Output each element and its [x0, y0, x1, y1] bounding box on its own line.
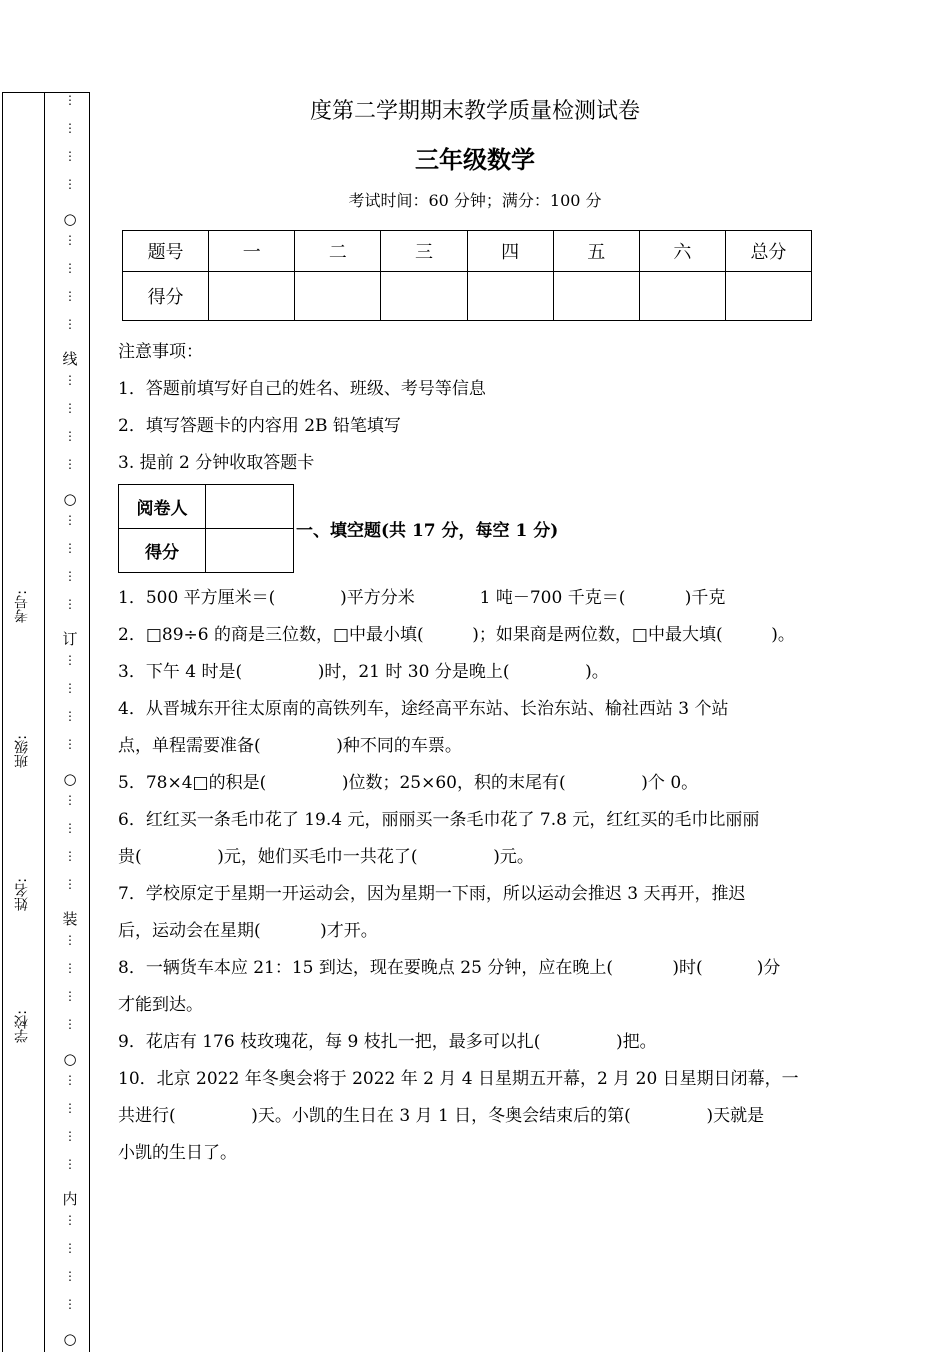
notes-section — [118, 334, 486, 482]
question-line: 后，运动会在星期( )才开。 — [118, 921, 378, 941]
score-cell — [209, 272, 295, 321]
binding-dots-icon: ⋮ — [64, 1129, 76, 1143]
score-header-cell: 二 — [295, 231, 381, 272]
score-cell — [639, 272, 725, 321]
binding-dots-icon: ⋮ — [64, 849, 76, 863]
binding-dots-icon: ⋮ — [64, 233, 76, 247]
score-cell — [553, 272, 639, 321]
binding-dots-icon: ⋮ — [64, 1297, 76, 1311]
score-header-cell: 三 — [381, 231, 467, 272]
binding-mark: 内 — [62, 1190, 78, 1208]
binding-dots-icon: ⋮ — [64, 149, 76, 163]
score-table — [122, 230, 812, 321]
binding-dots-icon: ⋮ — [64, 1213, 76, 1227]
question-line: 3．下午 4 时是( )时，21 时 30 分是晚上( )。 — [118, 662, 609, 682]
score-cell — [467, 272, 553, 321]
binding-label-school: 学校: — [14, 1010, 30, 1043]
binding-dots-icon: ⋮ — [64, 597, 76, 611]
binding-dots-icon: ⋮ — [64, 177, 76, 191]
binding-dots-icon: ⋮ — [64, 1017, 76, 1031]
binding-dots-icon: ⋮ — [64, 793, 76, 807]
binding-dots-icon: ⋮ — [64, 933, 76, 947]
score-header-cell: 题号 — [123, 231, 209, 272]
binding-dots-icon: ⋮ — [64, 317, 76, 331]
reviewer-score-label: 得分 — [119, 529, 206, 573]
question-line: 10．北京 2022 年冬奥会将于 2022 年 2 月 4 日星期五开幕，2 月 20 日星期日闭幕，一 — [118, 1069, 799, 1089]
binding-dots-icon: ⋮ — [64, 821, 76, 835]
reviewer-box — [118, 484, 294, 573]
binding-dots-icon: ⋮ — [64, 1241, 76, 1255]
binding-dots-icon: ⋮ — [64, 961, 76, 975]
binding-dots-icon: ⋮ — [64, 121, 76, 135]
binding-dots-icon: ⋮ — [64, 289, 76, 303]
score-cell — [725, 272, 811, 321]
binding-dots-icon: ⋮ — [64, 877, 76, 891]
score-header-cell: 四 — [467, 231, 553, 272]
question-line: 9．花店有 176 枝玫瑰花，每 9 枝扎一把，最多可以扎( )把。 — [118, 1032, 657, 1052]
reviewer-score-cell — [206, 529, 294, 573]
notes-item: 2．填写答题卡的内容用 2B 铅笔填写 — [118, 416, 401, 436]
reviewer-cell — [206, 485, 294, 529]
question-line: 8．一辆货车本应 21：15 到达，现在要晚点 25 分钟，应在晚上( )时( )分 — [118, 958, 781, 978]
score-cell — [295, 272, 381, 321]
binding-mark: 装 — [62, 910, 78, 928]
score-header-cell: 六 — [639, 231, 725, 272]
notes-item: 3. 提前 2 分钟收取答题卡 — [118, 453, 315, 473]
binding-label-class: 班级: — [14, 735, 30, 768]
binding-dots-icon: ⋮ — [64, 709, 76, 723]
notes-heading: 注意事项： — [118, 342, 203, 362]
question-line: 贵( )元，她们买毛巾一共花了( )元。 — [118, 847, 534, 867]
question-line: 共进行( )天。小凯的生日在 3 月 1 日，冬奥会结束后的第( )天就是 — [118, 1106, 765, 1126]
question-line: 1．500 平方厘米＝( )平方分米 1 吨－700 千克＝( )千克 — [118, 588, 726, 608]
binding-dots-icon: ⋮ — [64, 737, 76, 751]
question-line: 5．78×4□的积是( )位数；25×60，积的末尾有( )个 0。 — [118, 773, 699, 793]
question-line: 2．□89÷6 的商是三位数，□中最小填( )；如果商是两位数，□中最大填( )。 — [118, 625, 795, 645]
binding-circle-icon: ○ — [63, 490, 77, 508]
binding-dots-icon: ⋮ — [64, 681, 76, 695]
question-line: 6．红红买一条毛巾花了 19.4 元，丽丽买一条毛巾花了 7.8 元，红红买的毛巾比丽丽 — [118, 810, 760, 830]
score-table-score-row — [123, 272, 812, 321]
binding-label-exam-number: 考号: — [14, 590, 30, 623]
binding-divider — [44, 92, 45, 1352]
binding-mark: 订 — [62, 630, 78, 648]
binding-dots-icon: ⋮ — [64, 373, 76, 387]
binding-dots-icon: ⋮ — [64, 1269, 76, 1283]
binding-dots-icon: ⋮ — [64, 569, 76, 583]
binding-dots-icon: ⋮ — [64, 1073, 76, 1087]
score-header-cell: 总分 — [725, 231, 811, 272]
score-row-label: 得分 — [123, 272, 209, 321]
question-line: 点，单程需要准备( )种不同的车票。 — [118, 736, 462, 756]
binding-circle-icon: ○ — [63, 770, 77, 788]
binding-circle-icon: ○ — [63, 1330, 77, 1348]
binding-dots-icon: ⋮ — [64, 429, 76, 443]
questions-list — [118, 580, 838, 1172]
binding-dots-icon: ⋮ — [64, 457, 76, 471]
question-line: 4．从晋城东开往太原南的高铁列车，途经高平东站、长治东站、榆社西站 3 个站 — [118, 699, 729, 719]
binding-label-name: 姓名: — [14, 878, 30, 911]
binding-dots-icon: ⋮ — [64, 1101, 76, 1115]
question-line: 才能到达。 — [118, 995, 203, 1015]
binding-dots-icon: ⋮ — [64, 653, 76, 667]
binding-dots-icon: ⋮ — [64, 261, 76, 275]
question-line: 7．学校原定于星期一开运动会，因为星期一下雨，所以运动会推迟 3 天再开，推迟 — [118, 884, 746, 904]
score-header-cell: 五 — [553, 231, 639, 272]
binding-dots-icon: ⋮ — [64, 989, 76, 1003]
exam-time-info: 考试时间：60 分钟；满分：100 分 — [348, 191, 602, 210]
exam-title: 度第二学期期末教学质量检测试卷 — [309, 99, 640, 124]
reviewer-label: 阅卷人 — [119, 485, 206, 529]
binding-circle-icon: ○ — [63, 210, 77, 228]
score-cell — [381, 272, 467, 321]
binding-dots-icon: ⋮ — [64, 401, 76, 415]
binding-dots-icon: ⋮ — [64, 513, 76, 527]
binding-dots-icon: ⋮ — [64, 93, 76, 107]
binding-circle-icon: ○ — [63, 1050, 77, 1068]
binding-dots-icon: ⋮ — [64, 541, 76, 555]
binding-dots-icon: ⋮ — [64, 1157, 76, 1171]
score-header-cell: 一 — [209, 231, 295, 272]
score-table-header-row — [123, 231, 812, 272]
binding-mark: 线 — [62, 350, 78, 368]
exam-subtitle: 三年级数学 — [415, 145, 535, 174]
notes-item: 1．答题前填写好自己的姓名、班级、考号等信息 — [118, 379, 486, 399]
binding-dotted-line — [58, 93, 82, 1348]
section-title: 一、填空题(共 17 分，每空 1 分) — [296, 521, 559, 541]
question-line: 小凯的生日了。 — [118, 1143, 237, 1163]
